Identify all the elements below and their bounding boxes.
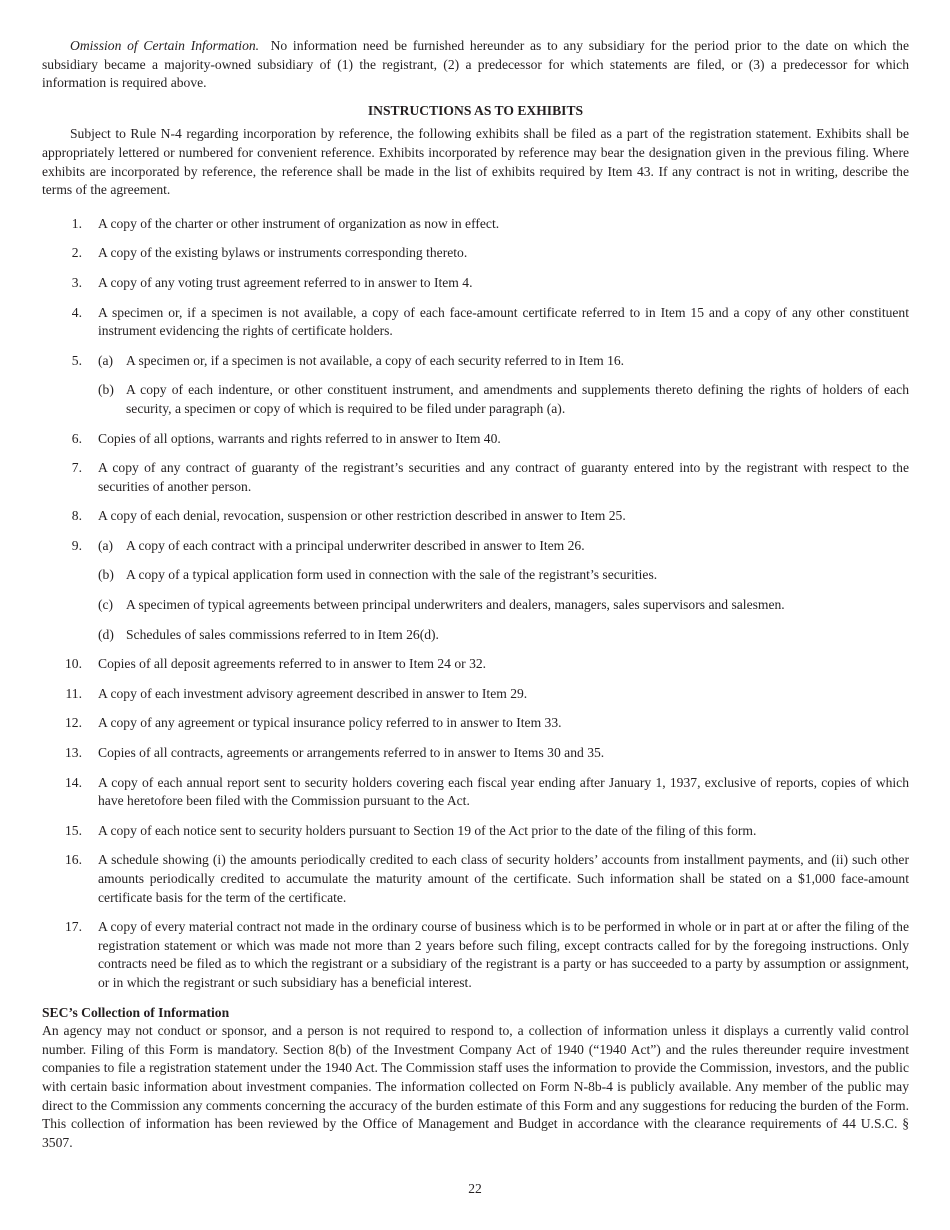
exhibit-subitem-text: A copy of a typical application form used in connection with the sale of the registrant’s securities. bbox=[126, 567, 658, 583]
exhibit-number: 15. bbox=[65, 822, 82, 838]
exhibit-item bbox=[42, 507, 909, 526]
exhibit-number: 5. bbox=[71, 352, 82, 368]
exhibit-item bbox=[42, 537, 909, 644]
exhibit-text: A copy of the existing bylaws or instruments corresponding thereto. bbox=[98, 245, 468, 261]
exhibit-number: 7. bbox=[71, 460, 82, 476]
exhibit-subitem-label: (c) bbox=[98, 597, 114, 613]
exhibit-number: 8. bbox=[71, 508, 82, 524]
exhibit-item bbox=[42, 774, 909, 811]
exhibit-text: Copies of all options, warrants and rights referred to in answer to Item 40. bbox=[98, 430, 501, 446]
exhibit-subitem bbox=[98, 566, 909, 585]
exhibit-subitem-text: A copy of each contract with a principal underwriter described in answer to Item 26. bbox=[126, 537, 585, 553]
exhibit-number: 6. bbox=[71, 430, 82, 446]
omission-label: Omission of Certain Information. bbox=[70, 38, 260, 53]
exhibit-item bbox=[42, 304, 909, 341]
exhibit-number: 12. bbox=[65, 715, 82, 731]
exhibit-text: A copy of every material contract not made in the ordinary course of business which is to be performed in whole or in part at or after the filing of the registration statement or which was made not more than 2 years before such filing, except contracts called for by the foregoing instructions. Only contracts need be filed as to which the registrant or a subsidiary of the registrant is a party or has succeeded to a party by assumption or assignment, or in which the registrant or such subsidiary has a beneficial interest. bbox=[98, 919, 909, 990]
page-number: 22 bbox=[468, 1181, 482, 1196]
exhibits-heading: INSTRUCTIONS AS TO EXHIBITS bbox=[367, 102, 584, 118]
omission-paragraph bbox=[42, 37, 909, 93]
exhibit-text: A copy of each denial, revocation, suspension or other restriction described in answer to Item 25. bbox=[98, 508, 626, 524]
exhibit-item bbox=[42, 918, 909, 992]
document-page bbox=[42, 37, 909, 1152]
exhibit-subitem-label: (d) bbox=[98, 626, 114, 642]
exhibit-text: A copy of the charter or other instrument of organization as now in effect. bbox=[98, 215, 500, 231]
exhibit-item bbox=[42, 744, 909, 763]
exhibit-subitem-text: Schedules of sales commissions referred to in Item 26(d). bbox=[126, 626, 439, 642]
exhibit-text: A copy of each notice sent to security holders pursuant to Section 19 of the Act prior to the date of the filing of this form. bbox=[98, 822, 757, 838]
exhibit-item bbox=[42, 685, 909, 704]
exhibit-number: 4. bbox=[71, 304, 82, 320]
exhibit-number: 13. bbox=[65, 745, 82, 761]
exhibit-number: 16. bbox=[65, 852, 82, 868]
omission-text: No information need be furnished hereunder as to any subsidiary for the period prior to the date on which the subsidiary became a majority-owned subsidiary of (1) the registrant, (2) a predecessor for which statements are filed, or (3) a predecessor for which information is required above. bbox=[42, 38, 909, 91]
exhibit-subitem bbox=[98, 537, 909, 556]
exhibit-text: A copy of any voting trust agreement referred to in answer to Item 4. bbox=[98, 274, 473, 290]
exhibit-text: A schedule showing (i) the amounts periodically credited to each class of security holders’ accounts from installment payments, and (ii) such other amounts periodically credited to accumulate the maturity amount of the certificate. Such information shall be stated on a $1,000 face-amount certificate basis for the term of the certificate. bbox=[98, 852, 909, 905]
exhibit-item bbox=[42, 459, 909, 496]
exhibit-number: 10. bbox=[65, 656, 82, 672]
exhibit-item bbox=[42, 430, 909, 449]
exhibit-subitem-text: A copy of each indenture, or other constituent instrument, and amendments and supplements thereto defining the rights of holders of each security, a specimen or copy of which is required to be filed under paragraph (a). bbox=[126, 382, 909, 416]
exhibit-text: A copy of each investment advisory agreement described in answer to Item 29. bbox=[98, 685, 528, 701]
exhibit-subitem bbox=[98, 596, 909, 615]
exhibit-number: 14. bbox=[65, 774, 82, 790]
exhibit-subitem bbox=[98, 626, 909, 645]
exhibit-subitem-label: (b) bbox=[98, 382, 114, 398]
exhibit-subitem-text: A specimen or, if a specimen is not available, a copy of each security referred to in Item 16. bbox=[126, 352, 625, 368]
collection-title: SEC’s Collection of Information bbox=[42, 1004, 230, 1020]
exhibit-number: 1. bbox=[71, 215, 82, 231]
exhibit-list bbox=[42, 215, 909, 993]
exhibit-subitem bbox=[98, 381, 909, 418]
exhibit-item bbox=[42, 274, 909, 293]
exhibit-subitem bbox=[98, 352, 909, 371]
exhibit-text: Copies of all contracts, agreements or arrangements referred to in answer to Items 30 and 35. bbox=[98, 745, 605, 761]
exhibit-subitem-label: (b) bbox=[98, 567, 114, 583]
exhibit-number: 3. bbox=[71, 274, 82, 290]
exhibit-item bbox=[42, 851, 909, 907]
exhibit-text: A specimen or, if a specimen is not available, a copy of each face-amount certificate referred to in Item 15 and a copy of any other constituent instrument evidencing the rights of certificate holders. bbox=[98, 304, 909, 339]
collection-text: An agency may not conduct or sponsor, and a person is not required to respond to, a collection of information unless it displays a currently valid control number. Filing of this Form is mandatory. Section 8(b) of the Investment Company Act of 1940 (“1940 Act”) and the rules thereunder require investment companies to file a registration statement under the 1940 Act. The Commission staff uses the information to provide the Commission, investors, and the public with certain basic information about investment companies. The information collected on Form N-8b-4 is publicly available. Any member of the public may direct to the Commission any comments concerning the accuracy of the burden estimate of this Form and any suggestions for reducing the burden of the Form. This collection of information has been reviewed by the Office of Management and Budget in accordance with the clearance requirements of 44 U.S.C. § 3507. bbox=[42, 1023, 909, 1150]
exhibit-item bbox=[42, 244, 909, 263]
exhibit-number: 17. bbox=[65, 919, 82, 935]
exhibit-number: 11. bbox=[65, 685, 82, 701]
exhibits-intro: Subject to Rule N-4 regarding incorporation by reference, the following exhibits shall be filed as a part of the registration statement. Exhibits shall be appropriately lettered or numbered for convenient reference. Exhibits incorporated by reference may bear the designation given in the previous filing. Where exhibits are incorporated by reference, the reference shall be made in the list of exhibits required by Item 43. If any contract is not in writing, describe the terms of the agreement. bbox=[42, 126, 909, 198]
exhibit-subitem-label: (a) bbox=[98, 537, 114, 553]
exhibit-item bbox=[42, 822, 909, 841]
exhibit-text: A copy of any contract of guaranty of the registrant’s securities and any contract of guaranty entered into by the registrant with respect to the securities of another person. bbox=[98, 460, 909, 494]
exhibit-text: Copies of all deposit agreements referred to in answer to Item 24 or 32. bbox=[98, 656, 487, 672]
exhibit-text: A copy of any agreement or typical insurance policy referred to in answer to Item 33. bbox=[98, 715, 562, 731]
exhibit-text: A copy of each annual report sent to security holders covering each fiscal year ending after January 1, 1937, exclusive of reports, copies of which have heretofore been filed with the Commission pursuant to the Act. bbox=[98, 774, 909, 809]
exhibit-subitem-label: (a) bbox=[98, 352, 114, 368]
exhibit-item bbox=[42, 655, 909, 674]
exhibit-item bbox=[42, 215, 909, 234]
exhibit-number: 9. bbox=[71, 537, 82, 553]
exhibit-item bbox=[42, 714, 909, 733]
exhibit-item bbox=[42, 352, 909, 419]
exhibit-number: 2. bbox=[71, 245, 82, 261]
exhibit-subitem-text: A specimen of typical agreements between principal underwriters and dealers, managers, sales supervisors and salesmen. bbox=[126, 597, 785, 613]
